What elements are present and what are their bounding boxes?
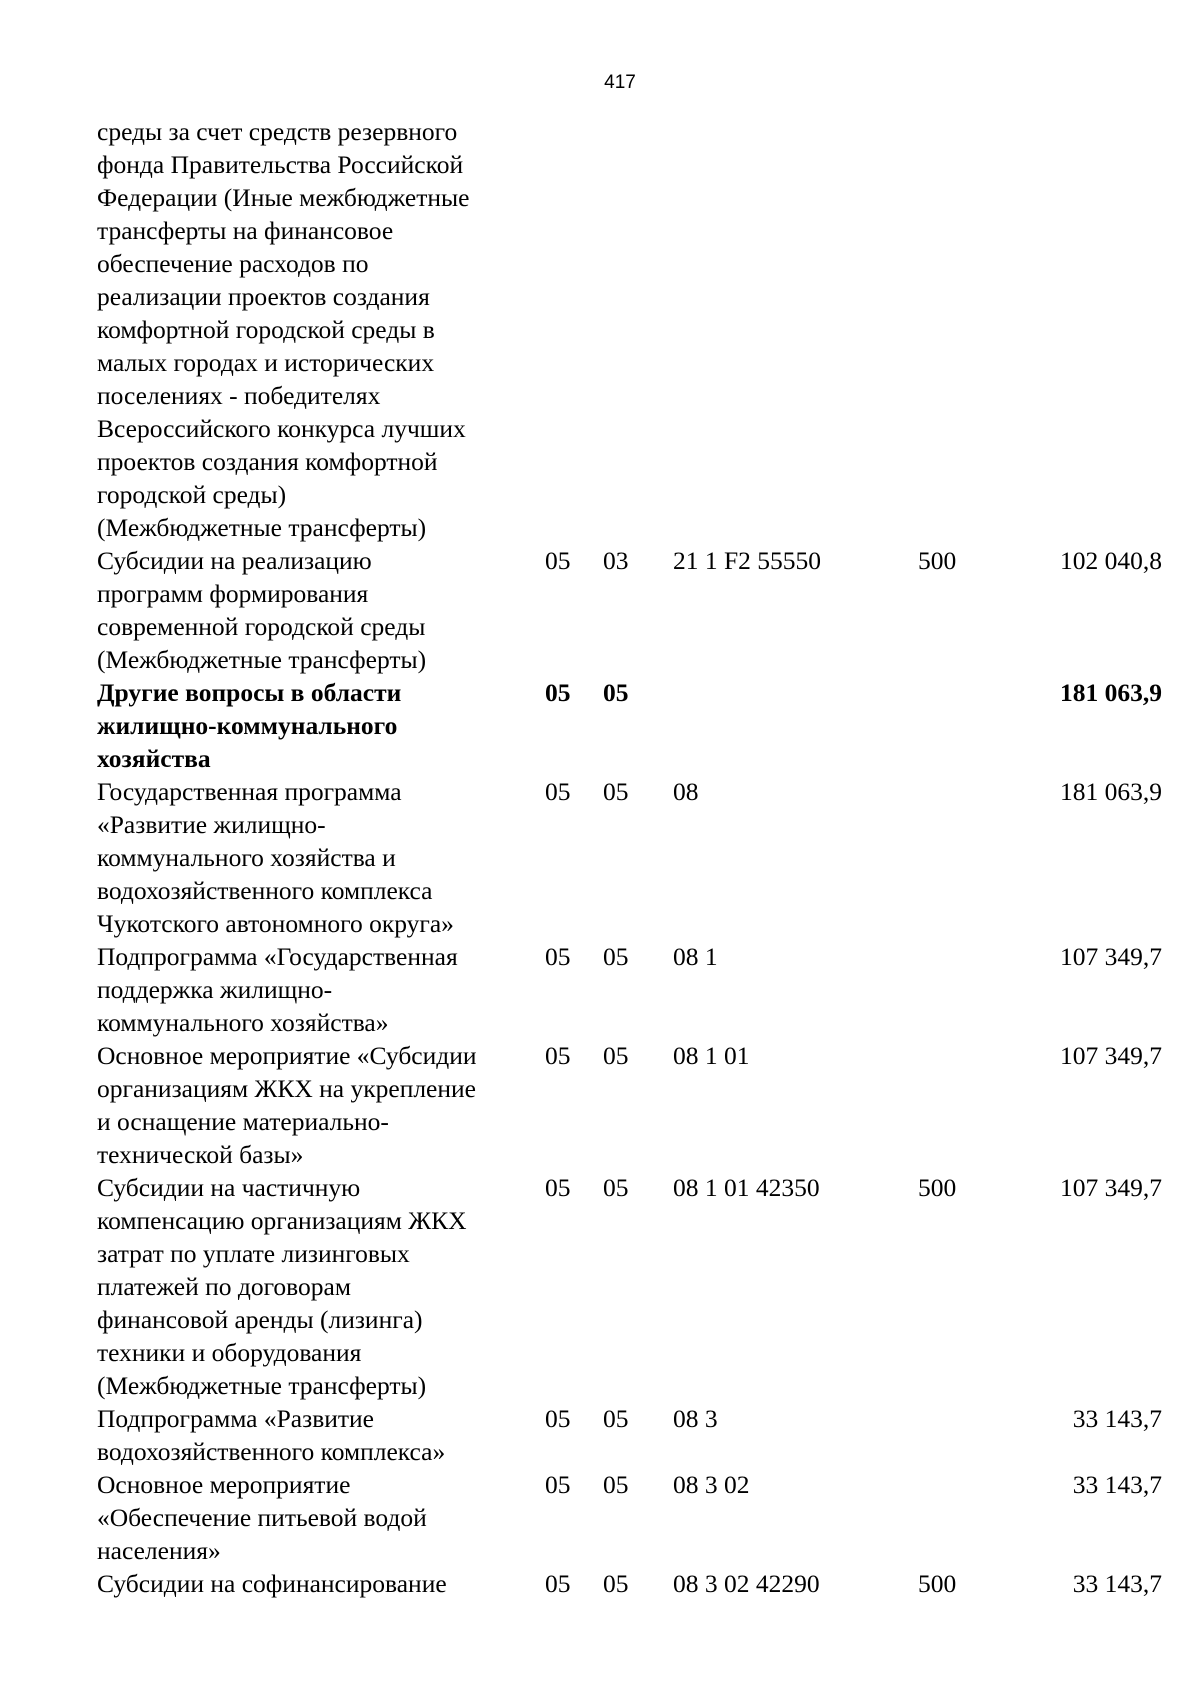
expense-type-code-cell: 500 bbox=[918, 1173, 957, 1202]
target-item-code-cell: 08 1 bbox=[673, 942, 718, 971]
page-number: 417 bbox=[604, 72, 636, 93]
item-name-cell: Подпрограмма «Развитие водохозяйственного комплекса» bbox=[97, 1404, 446, 1466]
amount-cell: 181 063,9 bbox=[1060, 678, 1162, 707]
section-code-cell: 05 bbox=[545, 1569, 571, 1598]
table-row bbox=[97, 775, 1162, 940]
section-code-cell bbox=[545, 115, 603, 544]
amount-cell: 33 143,7 bbox=[1072, 1470, 1162, 1499]
budget-table-body bbox=[97, 115, 1162, 1600]
section-code-cell: 05 bbox=[545, 1041, 571, 1070]
section-code-cell: 05 bbox=[545, 1173, 571, 1202]
expense-type-code-cell bbox=[918, 940, 1008, 1039]
amount-cell: 181 063,9 bbox=[1060, 777, 1162, 806]
subsection-code-cell: 05 bbox=[603, 777, 629, 806]
table-row-section-header bbox=[97, 676, 1162, 775]
target-item-code-cell: 08 1 01 42350 bbox=[673, 1173, 820, 1202]
subsection-code-cell bbox=[603, 115, 673, 544]
table-row bbox=[97, 1402, 1162, 1468]
expense-type-code-cell bbox=[918, 775, 1008, 940]
item-name-cell: Основное мероприятие «Обеспечение питьевой водой населения» bbox=[97, 1470, 427, 1565]
item-name-cell: Другие вопросы в области жилищно-коммунального хозяйства bbox=[97, 678, 402, 773]
expense-type-code-cell bbox=[918, 1039, 1008, 1171]
target-item-code-cell: 08 3 02 bbox=[673, 1470, 750, 1499]
amount-cell: 33 143,7 bbox=[1072, 1404, 1162, 1433]
expense-type-code-cell bbox=[918, 1468, 1008, 1567]
amount-cell: 107 349,7 bbox=[1060, 1173, 1162, 1202]
table-row bbox=[97, 544, 1162, 676]
table-row bbox=[97, 1567, 1162, 1600]
amount-cell: 102 040,8 bbox=[1060, 546, 1162, 575]
target-item-code-cell bbox=[673, 115, 918, 544]
item-name-cell: Субсидии на софинансирование bbox=[97, 1569, 447, 1598]
subsection-code-cell: 05 bbox=[603, 1041, 629, 1070]
item-name-cell: Основное мероприятие «Субсидии организациям ЖКХ на укрепление и оснащение материально- технической базы» bbox=[97, 1041, 477, 1169]
table-row bbox=[97, 1171, 1162, 1402]
target-item-code-cell: 08 bbox=[673, 777, 699, 806]
amount-cell bbox=[1008, 115, 1162, 544]
subsection-code-cell: 05 bbox=[603, 942, 629, 971]
table-row bbox=[97, 1039, 1162, 1171]
item-name-cell: Субсидии на реализацию программ формирования современной городской среды (Межбюджетные трансферты) bbox=[97, 546, 427, 674]
item-name-cell: Субсидии на частичную компенсацию организациям ЖКХ затрат по уплате лизинговых платежей по договорам финансовой аренды (лизинга) техники и оборудования (Межбюджетные трансферты) bbox=[97, 1173, 467, 1400]
amount-cell: 33 143,7 bbox=[1072, 1569, 1162, 1598]
budget-table bbox=[97, 115, 1162, 1600]
target-item-code-cell: 08 3 02 42290 bbox=[673, 1569, 820, 1598]
table-row bbox=[97, 940, 1162, 1039]
section-code-cell: 05 bbox=[545, 942, 571, 971]
table-row bbox=[97, 115, 1162, 544]
amount-cell: 107 349,7 bbox=[1060, 942, 1162, 971]
table-row bbox=[97, 1468, 1162, 1567]
target-item-code-cell bbox=[673, 676, 918, 775]
subsection-code-cell: 05 bbox=[603, 1470, 629, 1499]
section-code-cell: 05 bbox=[545, 546, 571, 575]
expense-type-code-cell bbox=[918, 115, 1008, 544]
expense-type-code-cell: 500 bbox=[918, 1569, 957, 1598]
item-name-cell: среды за счет средств резервного фонда Правительства Российской Федерации (Иные межбюджетные трансферты на финансовое обеспечение расходов по реализации проектов создания комфортной городской среды в малых городах и исторических поселениях - победителях Всероссийского конкурса лучших проектов создания комфортной городской среды) (Межбюджетные трансферты) bbox=[97, 117, 470, 542]
section-code-cell: 05 bbox=[545, 1404, 571, 1433]
item-name-cell: Подпрограмма «Государственная поддержка жилищно- коммунального хозяйства» bbox=[97, 942, 458, 1037]
subsection-code-cell: 05 bbox=[603, 1569, 629, 1598]
item-name-cell: Государственная программа «Развитие жилищно- коммунального хозяйства и водохозяйственного комплекса Чукотского автономного округа» bbox=[97, 777, 454, 938]
expense-type-code-cell bbox=[918, 676, 1008, 775]
target-item-code-cell: 08 3 bbox=[673, 1404, 718, 1433]
expense-type-code-cell: 500 bbox=[918, 546, 957, 575]
subsection-code-cell: 05 bbox=[603, 1404, 629, 1433]
expense-type-code-cell bbox=[918, 1402, 1008, 1468]
subsection-code-cell: 05 bbox=[603, 678, 629, 707]
amount-cell: 107 349,7 bbox=[1060, 1041, 1162, 1070]
section-code-cell: 05 bbox=[545, 678, 571, 707]
target-item-code-cell: 21 1 F2 55550 bbox=[673, 546, 822, 575]
section-code-cell: 05 bbox=[545, 1470, 571, 1499]
subsection-code-cell: 05 bbox=[603, 1173, 629, 1202]
subsection-code-cell: 03 bbox=[603, 546, 629, 575]
section-code-cell: 05 bbox=[545, 777, 571, 806]
target-item-code-cell: 08 1 01 bbox=[673, 1041, 750, 1070]
